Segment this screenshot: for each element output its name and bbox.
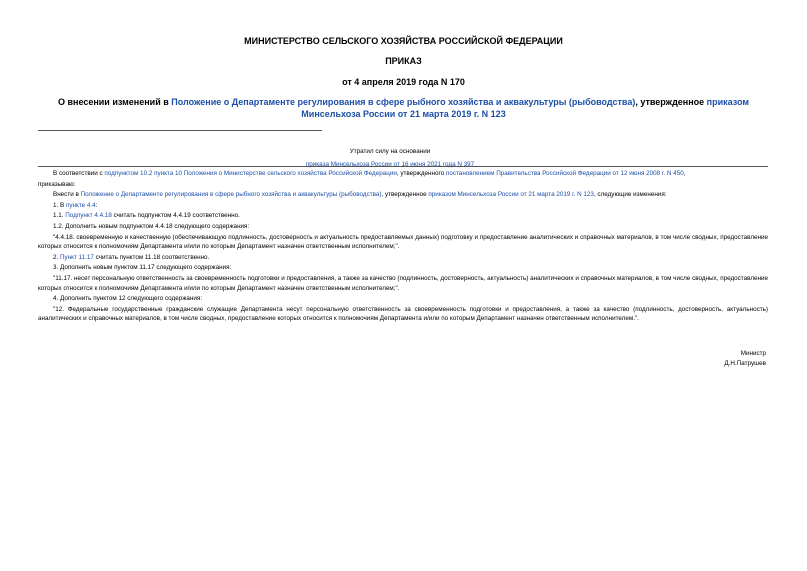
paragraph xyxy=(38,169,768,179)
text: , следующие изменения: xyxy=(593,191,667,199)
link-subclause-10-2[interactable]: подпунктом 10.2 пункта 10 Положения о Министерстве сельского хозяйства Российской Федерации xyxy=(104,170,397,177)
paragraph xyxy=(38,201,768,211)
title-link-order[interactable]: приказом Минсельхоза России от 21 марта 2019 г. N 123 xyxy=(301,97,750,119)
link-government-decree[interactable]: постановлением Правительства Российской Федерации от 12 июня 2008 г. N 450 xyxy=(445,170,684,177)
text: считать пунктом 11.18 соответственно. xyxy=(93,253,210,261)
status-link-repeal-order[interactable]: приказа Минсельхоза России от 16 июня 2021 года N 397 xyxy=(305,161,475,168)
ministry-heading: МИНИСТЕРСТВО СЕЛЬСКОГО ХОЗЯЙСТВА РОССИЙСКОЙ ФЕДЕРАЦИИ xyxy=(244,36,563,46)
status-note xyxy=(180,145,600,171)
paragraph xyxy=(38,211,768,221)
paragraph: "4.4.18. своевременную и качественную (обеспечивающую подлинность, достоверность и актуальность предоставляемых данных) подготовку и предоставление аналитических и справочных материалов, в том числе сводных, предоставление которых относится к полномочиям Департамента и/или по которым Департамент назначен ответственным исполнителем;". xyxy=(38,233,768,251)
document-date-number: от 4 апреля 2019 года N 170 xyxy=(342,77,465,87)
paragraph: 3. Дополнить новым пунктом 11.17 следующего содержания: xyxy=(53,264,232,272)
paragraph: 4. Дополнить пунктом 12 следующего содержания: xyxy=(53,295,203,303)
title-text: О внесении изменений в xyxy=(57,97,172,107)
paragraph: "12. Федеральные государственные гражданские служащие Департамента несут персональную ответственность за своевременность подготовки и предоставления, а также за качество (подлинность, достоверность, актуальность) аналитических и справочных материалов, в том числе сводных, предоставление которых относится к полномочиям Департамента и/или по которым Департамент назначен ответственным исполнителем.". xyxy=(38,305,768,323)
text: 2. xyxy=(53,253,61,261)
status-line: Утратил силу на основании xyxy=(349,148,431,155)
link-regulation[interactable]: Положение о Департаменте регулирования в сфере рыбного хозяйства и аквакультуры (рыбоводства) xyxy=(80,191,382,199)
paragraph xyxy=(38,190,768,200)
text: В соответствии с xyxy=(53,170,105,177)
link-clause-4-4[interactable]: пункте 4.4 xyxy=(65,201,96,209)
text: Внести в xyxy=(53,191,81,199)
paragraph: 1.2. Дополнить новым подпунктом 4.4.18 следующего содержания: xyxy=(53,222,250,230)
text: , xyxy=(683,170,686,177)
paragraph: "11.17. несет персональную ответственность за своевременность подготовки и предоставления, а также за качество (подлинность, достоверность, актуальность) аналитических и справочных материалов, в том числе сводных, предоставление которых относится к полномочиям Департамента и/или по которым Департамент назначен ответственным исполнителем;". xyxy=(38,274,768,292)
link-clause-11-17[interactable]: Пункт 11.17 xyxy=(60,253,94,261)
title-link-regulation[interactable]: Положение о Департаменте регулирования в сфере рыбного хозяйства и аквакультуры (рыбоводства) xyxy=(171,97,636,107)
text: : xyxy=(95,201,98,209)
signatory-name: Д.Н.Патрушев xyxy=(724,360,766,367)
document-body xyxy=(38,169,768,325)
paragraph xyxy=(38,253,768,263)
title-text: , утвержденное xyxy=(635,97,707,107)
link-subclause-4-4-18[interactable]: Подпункт 4.4.18 xyxy=(65,212,112,220)
signature-block xyxy=(724,349,766,369)
text: 1. В xyxy=(53,201,66,209)
link-order-123[interactable]: приказом Минсельхоза России от 21 марта 2019 г. N 123 xyxy=(428,191,594,199)
text: , утвержденное xyxy=(381,191,429,199)
divider xyxy=(38,166,768,167)
divider xyxy=(38,130,322,131)
paragraph: приказываю: xyxy=(38,180,76,188)
signatory-position: Министр xyxy=(740,350,766,357)
text: считать подпунктом 4.4.19 соответственно. xyxy=(111,212,240,220)
document-type: ПРИКАЗ xyxy=(385,56,422,66)
text: 1.1. xyxy=(53,212,66,220)
text: , утвержденного xyxy=(396,170,446,177)
document-title xyxy=(40,96,767,120)
